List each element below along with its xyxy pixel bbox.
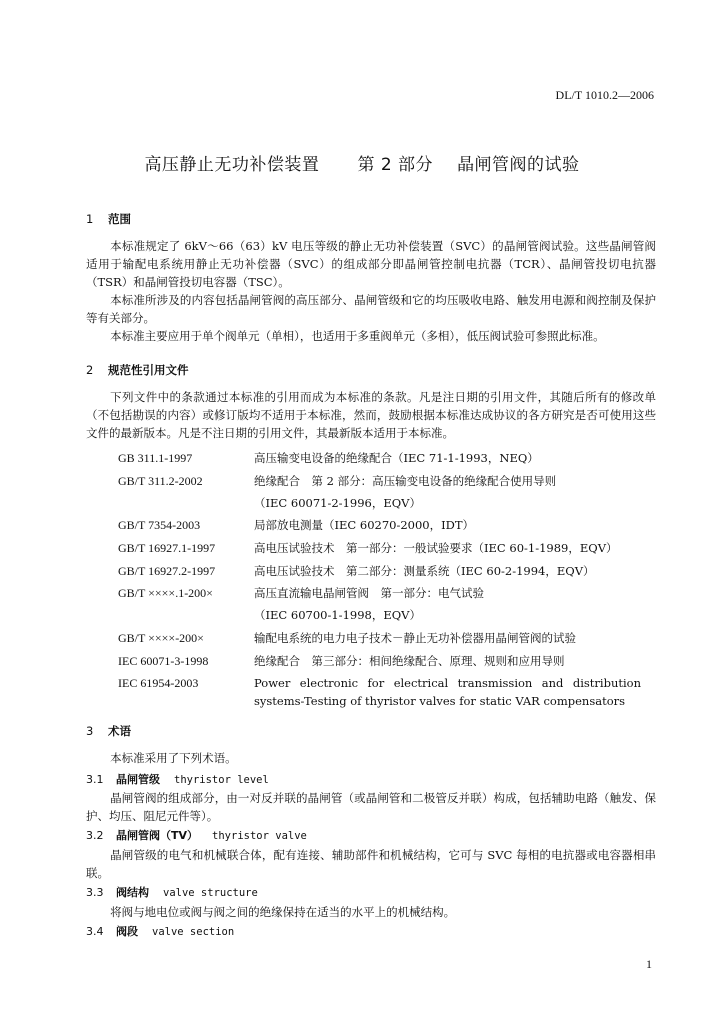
reference-code: GB 311.1-1997 — [118, 451, 193, 465]
reference-title-line-2: （IEC 60071-2-1996，EQV） — [254, 496, 421, 510]
page-number: 1 — [646, 957, 652, 971]
section-1-para-2: 本标准所涉及的内容包括晶闸管阀的高压部分、晶闸管级和它的均压吸收电路、触发用电源和阀控制及保护等有关部分。 — [86, 293, 656, 325]
reference-title: 绝缘配合 第 2 部分：高压输变电设备的绝缘配合使用导则 — [254, 474, 557, 488]
section-2-intro: 下列文件中的条款通过本标准的引用而成为本标准的条款。凡是注日期的引用文件，其随后所有的修改单（不包括勘误的内容）或修订版均不适用于本标准，然而，鼓励根据本标准达成协议的各方研究是否可使用这些文件的最新版本。凡是不注日期的引用文件，其最新版本适用于本标准。 — [86, 390, 656, 440]
reference-title-line-2: （IEC 60700-1-1998，EQV） — [254, 608, 421, 622]
section-3-heading: 3 术语 — [86, 724, 131, 738]
section-1-para-1: 本标准规定了 6kV～66（63）kV 电压等级的静止无功补偿装置（SVC）的晶闸管阀试验。这些晶闸管阀适用于输配电系统用静止无功补偿器（SVC）的组成部分即晶闸管控制电抗器（TCR）、晶闸管投切电抗器（TSR）和晶闸管投切电容器（TSC）。 — [86, 239, 656, 289]
term-heading: 3.1 晶闸管级 thyristor level — [86, 773, 269, 786]
reference-title: 绝缘配合 第三部分：相间绝缘配合、原理、规则和应用导则 — [254, 654, 565, 668]
document-code: DL/T 1010.2—2006 — [555, 88, 654, 102]
reference-code: GB/T ××××-200× — [118, 631, 204, 645]
section-3-intro: 本标准采用了下列术语。 — [110, 751, 237, 765]
document-title — [0, 150, 724, 175]
reference-title: 局部放电测量（IEC 60270-2000，IDT） — [254, 518, 475, 532]
reference-code: GB/T 7354-2003 — [118, 518, 201, 532]
reference-title: 高电压试验技术 第一部分：一般试验要求（IEC 60-1-1989，EQV） — [254, 541, 618, 555]
title-main: 高压静止无功补偿装置 — [144, 155, 320, 175]
section-2-heading: 2 规范性引用文件 — [86, 363, 189, 377]
term-heading: 3.3 阀结构 valve structure — [86, 886, 258, 899]
section-3-title: 术语 — [108, 724, 131, 738]
title-sub: 晶闸管阀的试验 — [457, 155, 580, 175]
reference-code: IEC 61954-2003 — [118, 676, 199, 690]
section-1-para-3: 本标准主要应用于单个阀单元（单相），也适用于多重阀单元（多相），低压阀试验可参照此标准。 — [110, 329, 605, 343]
term-definition: 将阀与地电位或阀与阀之间的绝缘保持在适当的水平上的机械结构。 — [110, 905, 456, 919]
reference-code: GB/T 311.2-2002 — [118, 474, 203, 488]
reference-code: GB/T 16927.1-1997 — [118, 541, 216, 555]
section-1-heading: 1 范围 — [86, 212, 131, 226]
term-heading: 3.4 阀段 valve section — [86, 925, 235, 938]
reference-code: IEC 60071-3-1998 — [118, 654, 209, 668]
reference-title: 高压输变电设备的绝缘配合（IEC 71-1-1993，NEQ） — [254, 451, 539, 465]
reference-title: 输配电系统的电力电子技术－静止无功补偿器用晶闸管阀的试验 — [254, 631, 576, 645]
term-heading: 3.2 晶闸管阀（TV） thyristor valve — [86, 829, 307, 842]
title-part: 第 2 部分 — [357, 155, 434, 175]
term-definition: 晶闸管阀的组成部分，由一对反并联的晶闸管（或晶闸管和二极管反并联）构成，包括辅助电路（触发、保护、均压、阻尼元件等）。 — [86, 791, 656, 823]
section-1-title: 范围 — [108, 212, 131, 226]
reference-title: Power electronic for electrical transmission and distribution systems-Testing of thyristor valves for static VAR compensators — [254, 676, 641, 708]
reference-code: GB/T 16927.2-1997 — [118, 564, 216, 578]
reference-title: 高压直流输电晶闸管阀 第一部分：电气试验 — [254, 586, 484, 600]
section-2-title: 规范性引用文件 — [108, 363, 189, 377]
reference-title: 高电压试验技术 第二部分：测量系统（IEC 60-2-1994，EQV） — [254, 564, 595, 578]
term-definition: 晶闸管级的电气和机械联合体，配有连接、辅助部件和机械结构，它可与 SVC 每相的电抗器或电容器相串联。 — [86, 848, 656, 880]
reference-code: GB/T ××××.1-200× — [118, 586, 213, 600]
